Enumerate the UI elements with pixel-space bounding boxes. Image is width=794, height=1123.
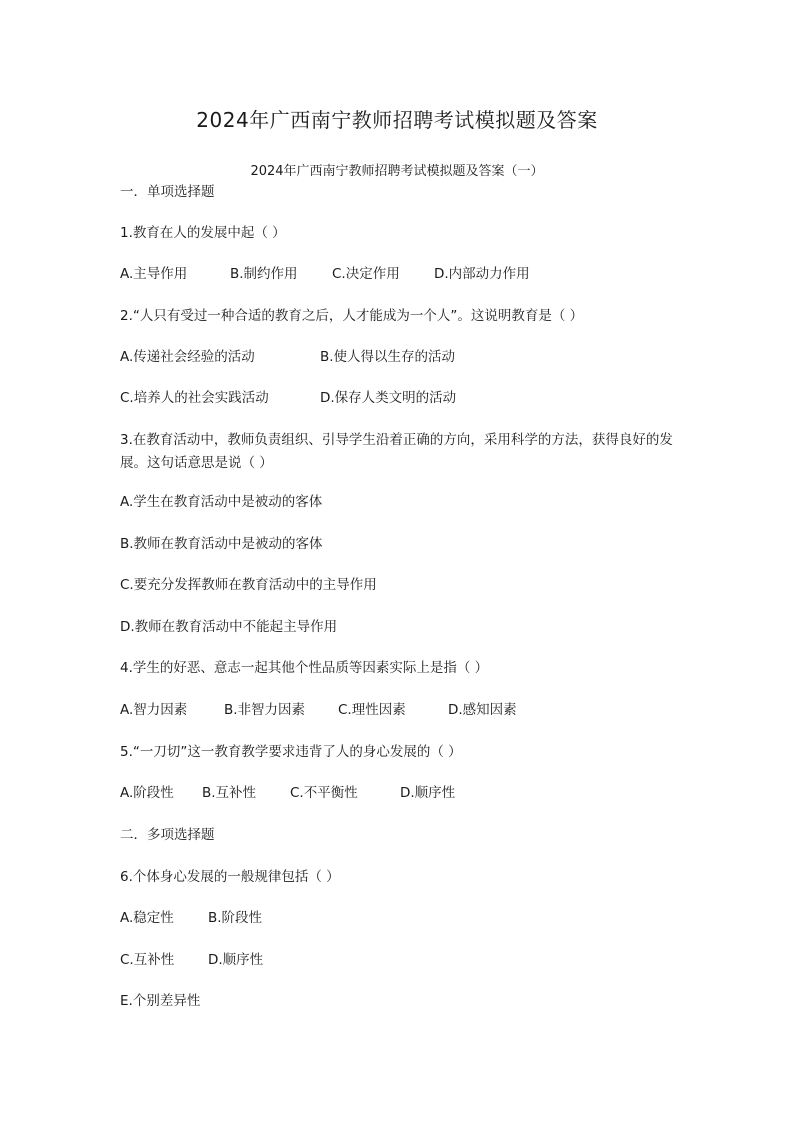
question-2-option-b: B.使人得以生存的活动 — [320, 349, 456, 365]
question-4-option-d: D.感知因素 — [448, 702, 517, 718]
question-3-option-c: C.要充分发挥教师在教育活动中的主导作用 — [120, 577, 377, 593]
question-5-option-c: C.不平衡性 — [290, 785, 358, 801]
question-2-option-d: D.保存人类文明的活动 — [320, 390, 457, 406]
question-3-option-b: B.教师在教育活动中是被动的客体 — [120, 536, 323, 552]
question-6-options-row-1 — [120, 908, 262, 928]
question-6-option-d: D.顺序性 — [208, 952, 264, 968]
question-4-option-a: A.智力因素 — [120, 702, 188, 718]
question-1-option-d: D.内部动力作用 — [434, 266, 530, 282]
question-6-option-b: B.阶段性 — [208, 910, 263, 926]
question-1-option-a: A.主导作用 — [120, 266, 188, 282]
question-6-option-c: C.互补性 — [120, 952, 175, 968]
question-5-option-a: A.阶段性 — [120, 785, 174, 801]
section-heading-single-choice: 一．单项选择题 — [120, 184, 215, 200]
question-1-option-b: B.制约作用 — [230, 266, 298, 282]
question-2-stem: 2.“人只有受过一种合适的教育之后，人才能成为一个人”。这说明教育是（ ） — [120, 308, 584, 324]
question-2-options-row-1 — [120, 347, 455, 367]
question-2-option-a: A.传递社会经验的活动 — [120, 349, 255, 365]
question-3-stem: 3.在教育活动中，教师负责组织、引导学生沿着正确的方向，采用科学的方法，获得良好的发展。这句话意思是说（ ） — [120, 432, 673, 471]
question-5-stem: 5.“一刀切”这一教育教学要求违背了人的身心发展的（ ） — [120, 744, 462, 760]
question-6-option-a: A.稳定性 — [120, 910, 174, 926]
section-heading-multiple-choice: 二．多项选择题 — [120, 827, 215, 843]
question-5-option-b: B.互补性 — [202, 785, 257, 801]
question-1-option-c: C.决定作用 — [332, 266, 400, 282]
question-2-options-row-2 — [120, 388, 456, 408]
question-5-option-d: D.顺序性 — [400, 785, 456, 801]
question-1-options — [120, 264, 530, 284]
question-4-option-c: C.理性因素 — [338, 702, 406, 718]
document-title: 2024年广西南宁教师招聘考试模拟题及答案 — [196, 108, 598, 132]
question-5-options — [120, 783, 455, 803]
question-1-stem: 1.教育在人的发展中起（ ） — [120, 225, 286, 241]
question-6-stem: 6.个体身心发展的一般规律包括（ ） — [120, 869, 340, 885]
document-subtitle: 2024年广西南宁教师招聘考试模拟题及答案（一） — [250, 164, 544, 179]
question-3-option-a: A.学生在教育活动中是被动的客体 — [120, 494, 323, 510]
question-3-option-d: D.教师在教育活动中不能起主导作用 — [120, 619, 338, 635]
question-4-options — [120, 700, 517, 720]
question-4-option-b: B.非智力因素 — [224, 702, 306, 718]
question-6-options-row-2 — [120, 950, 263, 970]
question-2-option-c: C.培养人的社会实践活动 — [120, 390, 269, 406]
question-4-stem: 4.学生的好恶、意志一起其他个性品质等因素实际上是指（ ） — [120, 660, 489, 676]
question-6-option-e: E.个别差异性 — [120, 993, 201, 1009]
